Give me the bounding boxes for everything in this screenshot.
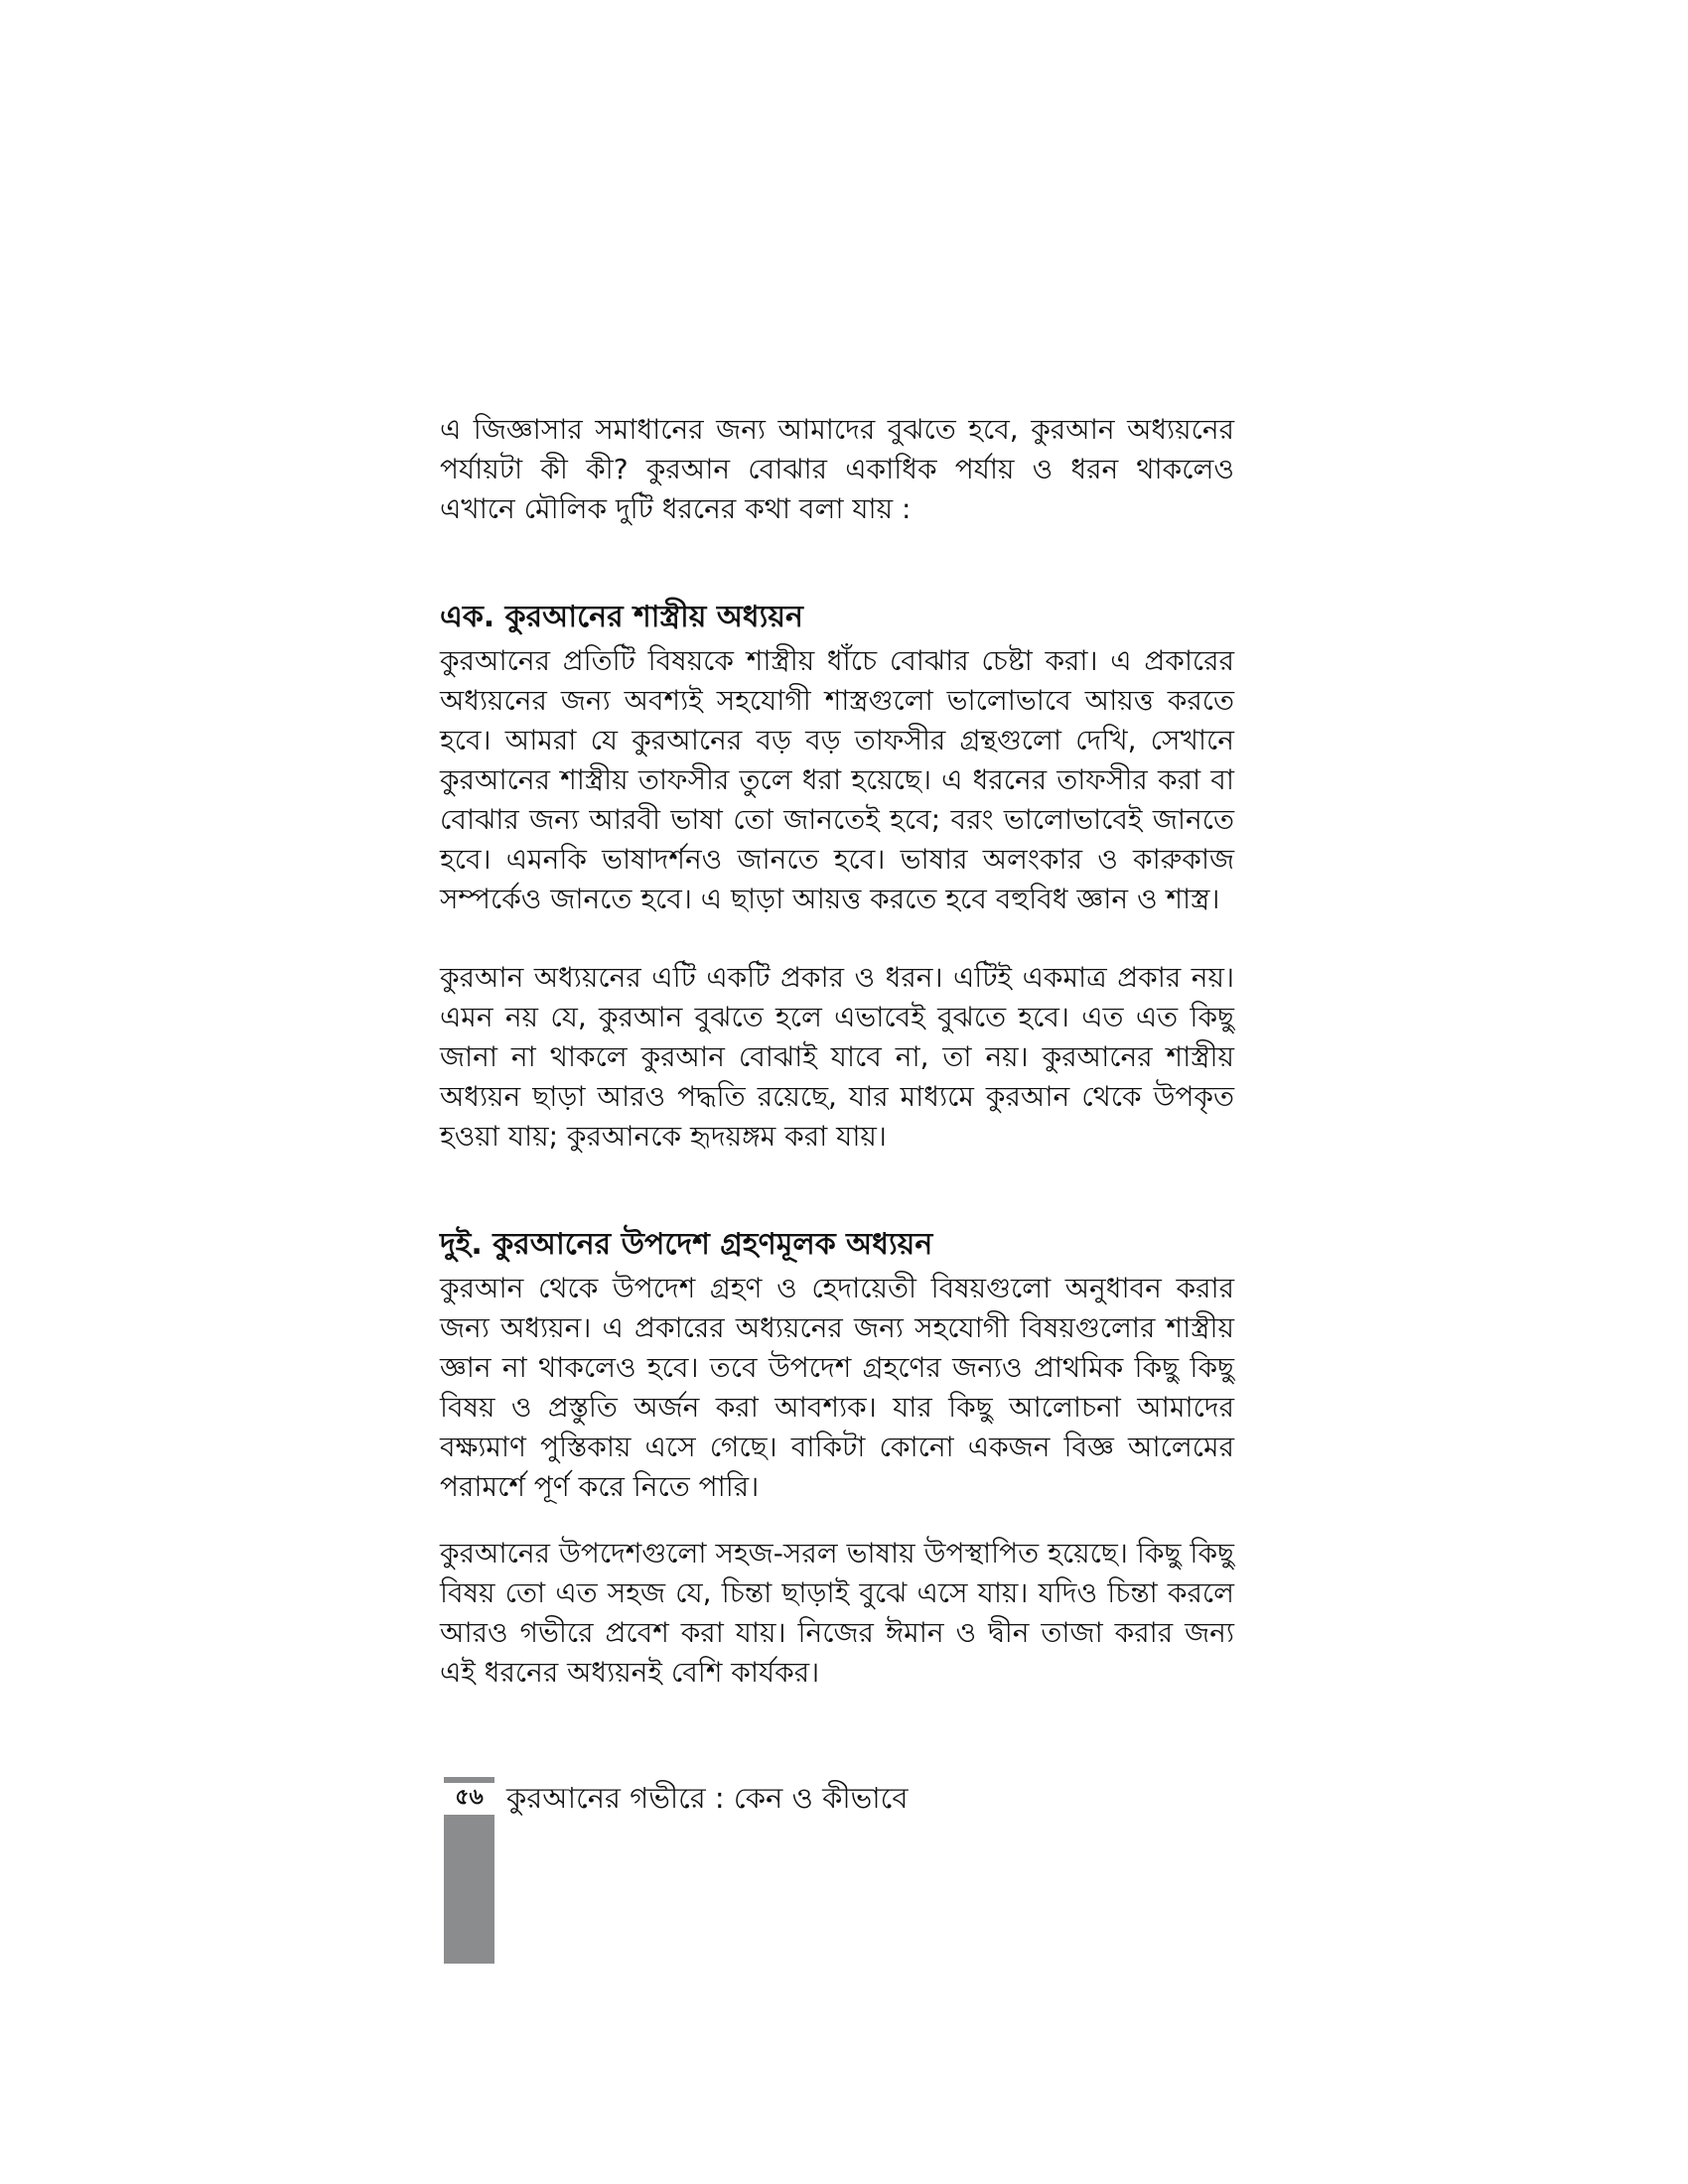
section-one-heading: এক. কুরআনের শাস্ত্রীয় অধ্যয়ন <box>440 600 803 634</box>
section-one-paragraph-1: কুরআনের প্রতিটি বিষয়কে শাস্ত্রীয় ধাঁচে বোঝার চেষ্টা করা। এ প্রকারের অধ্যয়নের জন্য অবশ্যই সহযোগী শাস্ত্রগুলো ভালোভাবে আয়ত্ত করতে হবে। আমরা যে কুরআনের বড় বড় তাফসীর গ্রন্থগুলো দেখি, সেখানে কুরআনের শাস্ত্রীয় তাফসীর তুলে ধরা হয়েছে। এ ধরনের তাফসীর করা বা বোঝার জন্য আরবী ভাষা তো জানতেই হবে; বরং ভালোভাবেই জানতে হবে। এমনকি ভাষাদর্শনও জানতে হবে। ভাষার অলংকার ও কারুকাজ সম্পর্কেও জানতে হবে। এ ছাড়া আয়ত্ত করতে হবে বহুবিধ জ্ঞান ও শাস্ত্র। <box>440 644 1234 915</box>
section-one-paragraph-2: কুরআন অধ্যয়নের এটি একটি প্রকার ও ধরন। এটিই একমাত্র প্রকার নয়। এমন নয় যে, কুরআন বুঝতে হলে এভাবেই বুঝতে হবে। এত এত কিছু জানা না থাকলে কুরআন বোঝাই যাবে না, তা নয়। কুরআনের শাস্ত্রীয় অধ্যয়ন ছাড়া আরও পদ্ধতি রয়েছে, যার মাধ্যমে কুরআন থেকে উপকৃত হওয়া যায়; কুরআনকে হৃদয়ঙ্গম করা যায়। <box>440 961 1234 1153</box>
section-two-paragraph-1: কুরআন থেকে উপদেশ গ্রহণ ও হেদায়েতী বিষয়গুলো অনুধাবন করার জন্য অধ্যয়ন। এ প্রকারের অধ্যয়নের জন্য সহযোগী বিষয়গুলোর শাস্ত্রীয় জ্ঞান না থাকলেও হবে। তবে উপদেশ গ্রহণের জন্যও প্রাথমিক কিছু কিছু বিষয় ও প্রস্তুতি অর্জন করা আবশ্যক। যার কিছু আলোচনা আমাদের বক্ষ্যমাণ পুস্তিকায় এসে গেছে। বাকিটা কোনো একজন বিজ্ঞ আলেমের পরামর্শে পূর্ণ করে নিতে পারি। <box>440 1272 1234 1503</box>
section-two-heading: দুই. কুরআনের উপদেশ গ্রহণমূলক অধ্যয়ন <box>440 1227 933 1262</box>
page-number: ৫৬ <box>444 1777 494 1815</box>
running-footer-book-title: কুরআনের গভীরে : কেন ও কীভাবে <box>506 1781 909 1815</box>
section-two-paragraph-2: কুরআনের উপদেশগুলো সহজ-সরল ভাষায় উপস্থাপিত হয়েছে। কিছু কিছু বিষয় তো এত সহজ যে, চিন্তা ছাড়াই বুঝে এসে যায়। যদিও চিন্তা করলে আরও গভীরে প্রবেশ করা যায়। নিজের ঈমান ও দ্বীন তাজা করার জন্য এই ধরনের অধ্যয়নই বেশি কার্যকর। <box>440 1537 1234 1689</box>
intro-paragraph: এ জিজ্ঞাসার সমাধানের জন্য আমাদের বুঝতে হবে, কুরআন অধ্যয়নের পর্যায়টা কী কী? কুরআন বোঝার একাধিক পর্যায় ও ধরন থাকলেও এখানে মৌলিক দুটি ধরনের কথা বলা যায় : <box>440 413 1234 525</box>
